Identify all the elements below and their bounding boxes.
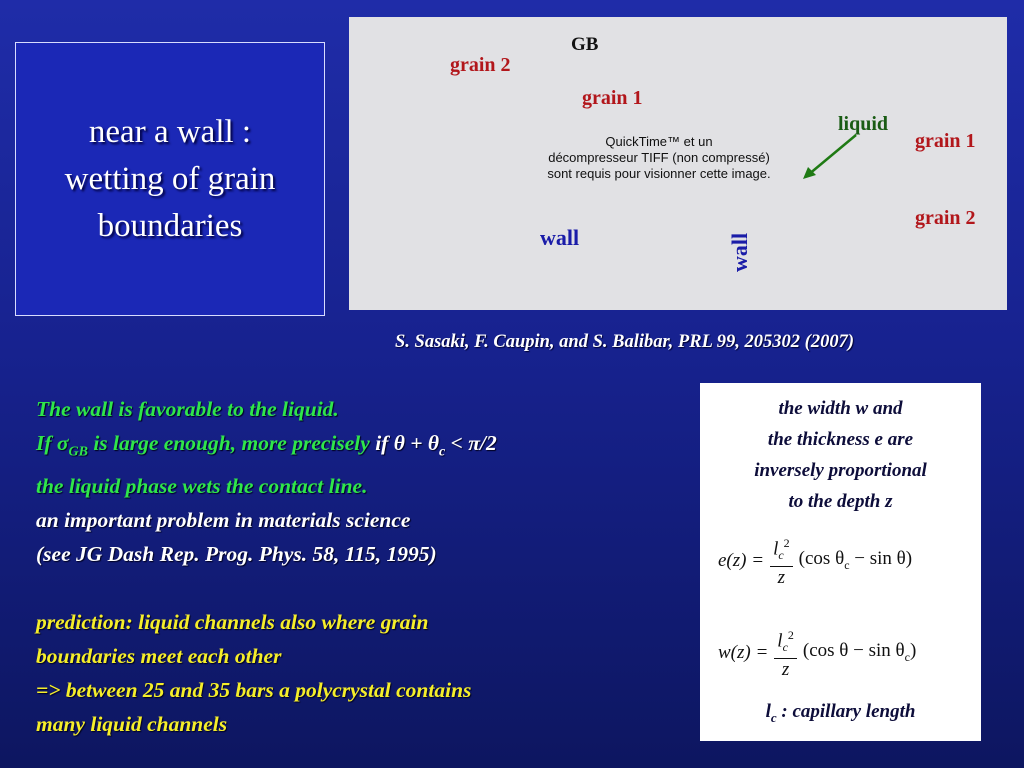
body-line-condition: If $\sigma_{GB}$ is large enough, more precisely if $\theta + \theta_c < \pi/2$ <box>36 431 497 460</box>
formula-caption: the width w and the thickness e are inversely proportional to the depth z <box>754 398 927 512</box>
label-gb: GB <box>571 34 599 55</box>
body-line: The wall is favorable to the liquid. <box>36 397 339 421</box>
equation-width: w(z) = $\frac{l_c^2}{z}$ (cos $\theta - \sin \theta_c$) <box>718 625 968 680</box>
placeholder-line: QuickTime™ et un <box>605 134 713 149</box>
formula-box <box>700 383 981 741</box>
label-grain2-top: grain 2 <box>450 54 511 76</box>
citation: S. Sasaki, F. Caupin, and S. Balibar, PRL 99, 205302 (2007) <box>395 332 855 352</box>
body-line: an important problem in materials science <box>36 508 411 533</box>
label-liquid: liquid <box>838 113 889 135</box>
body-line: (see JG Dash Rep. Prog. Phys. 58, 115, 1995) <box>36 542 437 567</box>
body-line: many liquid channels <box>36 712 228 737</box>
label-grain1-right: grain 1 <box>915 130 976 152</box>
capillary-length-note: $l_c$ : capillary length <box>765 701 916 725</box>
label-grain2-right: grain 2 <box>915 207 976 229</box>
slide-title: near a wall : wetting of grain boundaries <box>64 113 276 244</box>
body-line: boundaries meet each other <box>36 644 282 669</box>
placeholder-line: décompresseur TIFF (non compressé) <box>548 150 770 165</box>
spacer <box>36 571 686 605</box>
figure-panel <box>349 17 1007 310</box>
image-placeholder-message <box>524 134 794 182</box>
body-line: the liquid phase wets the contact line. <box>36 474 368 499</box>
equation-thickness: e(z) = $\frac{l_c^2}{z}$ (cos $\theta_c - \sin \theta$) <box>718 533 968 588</box>
body-line: => between 25 and 35 bars a polycrystal contains <box>36 678 472 703</box>
liquid-arrow-icon <box>794 129 864 184</box>
body-text <box>36 392 686 741</box>
body-line: prediction: liquid channels also where grain <box>36 610 429 635</box>
title-box <box>15 42 325 316</box>
placeholder-line: sont requis pour visionner cette image. <box>547 166 771 181</box>
label-wall-horizontal: wall <box>540 225 580 250</box>
label-wall-vertical: wall <box>727 232 752 272</box>
label-grain1-center: grain 1 <box>582 87 643 109</box>
